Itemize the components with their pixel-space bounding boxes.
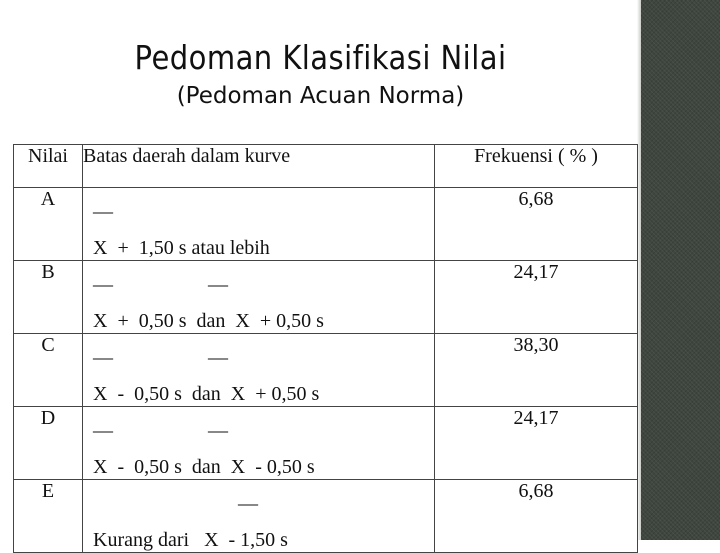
- header-row: [14, 145, 638, 188]
- frequency-cell: 24,17: [435, 261, 638, 334]
- grade-cell: B: [14, 261, 83, 334]
- table-row: [14, 188, 638, 261]
- slide-title: Pedoman Klasifikasi Nilai: [134, 38, 507, 77]
- mean-bar: __ __: [93, 413, 228, 435]
- classification-table: [13, 144, 638, 553]
- table-row: [14, 261, 638, 334]
- table-row: [14, 334, 638, 407]
- boundary-cell: [83, 334, 435, 407]
- frequency-cell: 6,68: [435, 480, 638, 553]
- table-row: [14, 407, 638, 480]
- boundary-text: X - 0,50 s dan X - 0,50 s: [93, 456, 315, 478]
- grade-cell: C: [14, 334, 83, 407]
- boundary-text: X + 1,50 s atau lebih: [93, 237, 270, 259]
- decorative-sidebar: [641, 0, 720, 540]
- header-grade: Nilai: [14, 145, 83, 188]
- frequency-cell: 6,68: [435, 188, 638, 261]
- frequency-cell: 38,30: [435, 334, 638, 407]
- slide-subtitle: (Pedoman Acuan Norma): [176, 83, 465, 109]
- boundary-text: X - 0,50 s dan X + 0,50 s: [93, 383, 320, 405]
- frequency-cell: 24,17: [435, 407, 638, 480]
- boundary-cell: [83, 407, 435, 480]
- boundary-cell: [83, 188, 435, 261]
- mean-bar: __ __: [93, 267, 228, 289]
- grade-cell: E: [14, 480, 83, 553]
- grade-cell: D: [14, 407, 83, 480]
- grade-cell: A: [14, 188, 83, 261]
- header-boundary: Batas daerah dalam kurve: [83, 145, 435, 188]
- table-row: [14, 480, 638, 553]
- mean-bar: __: [93, 194, 113, 216]
- mean-bar: __ __: [93, 340, 228, 362]
- boundary-cell: [83, 480, 435, 553]
- boundary-text: X + 0,50 s dan X + 0,50 s: [93, 310, 324, 332]
- boundary-cell: [83, 261, 435, 334]
- mean-bar: __: [93, 486, 258, 508]
- header-frequency: Frekuensi ( % ): [435, 145, 638, 188]
- boundary-text: Kurang dari X - 1,50 s: [93, 529, 288, 551]
